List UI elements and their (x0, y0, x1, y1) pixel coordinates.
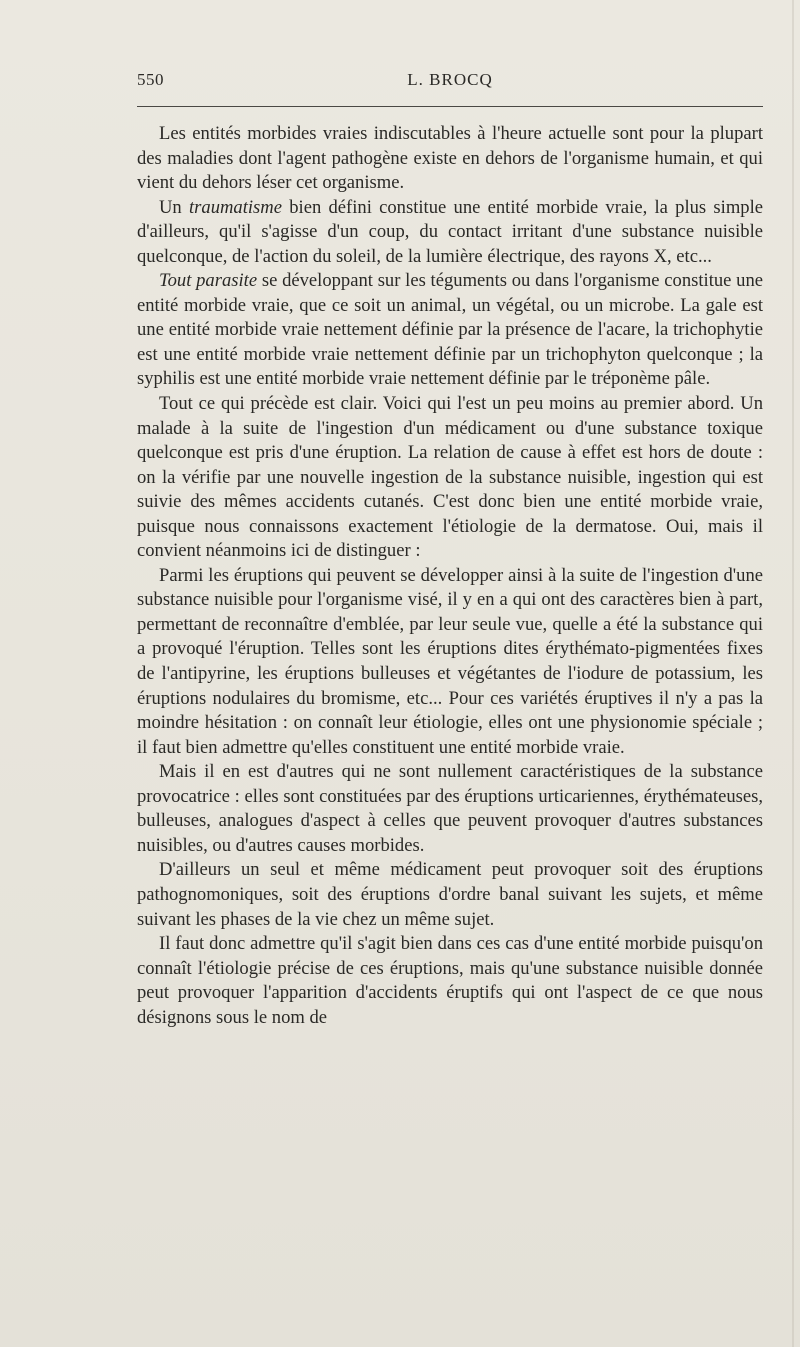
paragraph-2 (137, 196, 763, 270)
paragraph-2-prefix: Un (159, 196, 189, 218)
paragraph-2-text: bien défini constitue une entité morbide vraie, la plus simple d'ailleurs, qu'il s'agisse d'un coup, du contact irritant d'une substance nuisible quelconque, de l'action du soleil, de la lumière électrique, des rayons X, etc... (137, 196, 764, 267)
page-header (137, 70, 763, 100)
paragraph-1-text: Les entités morbides vraies indiscutables à l'heure actuelle sont pour la plupart des maladies dont l'agent pathogène existe en dehors de l'organisme humain, et qui vient du dehors léser cet organisme. (137, 123, 763, 194)
body-text (137, 122, 763, 1030)
paragraph-6-text: Mais il en est d'autres qui ne sont nullement caractéristiques de la substance provocatrice : elles sont constituées par des éruptions urticariennes, érythémateuses, bulleuses, analogues d'aspect à celles que peuvent provoquer d'autres substances nuisibles, ou d'autres causes morbides. (137, 761, 763, 856)
paragraph-3-italic-lead: Tout parasite (159, 270, 258, 292)
paragraph-3-text: se développant sur les téguments ou dans l'organisme constitue une entité morbide vraie, que ce soit un animal, un végétal, ou un microbe. La gale est une entité morbide vraie nettement définie par la présence de l'acare, la trichophytie est une entité morbide vraie nettement définie par un trichophyton quelconque ; la syphilis est une entité morbide vraie nettement définie par le tréponème pâle. (137, 270, 763, 390)
paragraph-6 (137, 760, 763, 858)
running-head: L. BROCQ (407, 70, 493, 89)
paragraph-8 (137, 932, 763, 1030)
paragraph-7 (137, 858, 763, 932)
header-rule (137, 106, 763, 107)
paragraph-5 (137, 564, 763, 760)
paragraph-3 (137, 269, 763, 392)
page-number: 550 (137, 70, 164, 89)
paragraph-1 (137, 122, 763, 196)
paragraph-5-text: Parmi les éruptions qui peuvent se développer ainsi à la suite de l'ingestion d'une substance nuisible pour l'organisme visé, il y en a qui ont des caractères bien à part, permettant de reconnaître d'emblée, par leur seule vue, quelle a été la substance qui a provoqué l'éruption. Telles sont les éruptions dites érythémato-pigmentées fixes de l'antipyrine, les éruptions bulleuses et végétantes de l'iodure de potassium, les éruptions nodulaires du bromisme, etc... Pour ces variétés éruptives il n'y a pas la moindre hésitation : on connaît leur étiologie, elles ont une physionomie spéciale ; il faut bien admettre qu'elles constituent une entité morbide vraie. (137, 564, 763, 758)
paragraph-8-text: Il faut donc admettre qu'il s'agit bien dans ces cas d'une entité morbide puisqu'on connaît l'étiologie précise de ces éruptions, mais qu'une substance nuisible donnée peut provoquer l'apparition d'accidents éruptifs qui ont l'aspect de ce que nous désignons sous le nom de (137, 933, 763, 1028)
page-edge-mark (792, 0, 794, 1347)
paragraph-7-text: D'ailleurs un seul et même médicament peut provoquer soit des éruptions pathognomoniques, soit des éruptions d'ordre banal suivant les sujets, et même suivant les phases de la vie chez un même sujet. (137, 859, 763, 930)
paragraph-2-italic-lead: traumatisme (189, 196, 282, 218)
paragraph-4-text: Tout ce qui précède est clair. Voici qui l'est un peu moins au premier abord. Un malade à la suite de l'ingestion d'un médicament ou d'une substance toxique quelconque est pris d'une éruption. La relation de cause à effet est hors de doute : on la vérifie par une nouvelle ingestion de la substance nuisible, ingestion qui est suivie des mêmes accidents cutanés. C'est donc bien une entité morbide vraie, puisque nous connaissons exactement l'étiologie de la dermatose. Oui, mais il convient néanmoins ici de distinguer : (137, 393, 763, 562)
paragraph-4 (137, 392, 763, 564)
